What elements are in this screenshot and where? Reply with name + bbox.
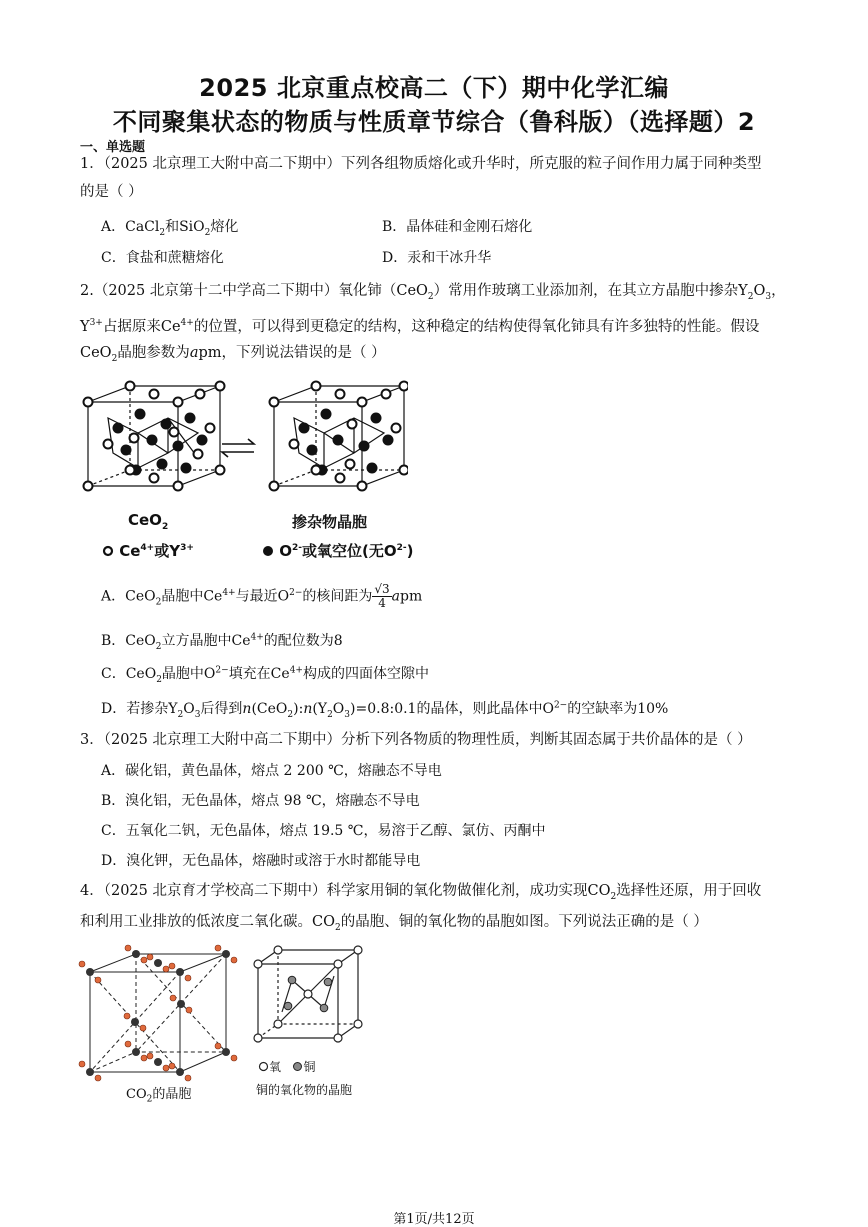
q1-stem-line2: 的是（ ） bbox=[80, 184, 143, 200]
copper-oxide-cell-figure bbox=[252, 944, 364, 1044]
section-heading: 一、单选题 bbox=[80, 140, 146, 155]
q1-option-a[interactable]: A．CaCl$_2$和SiO$_2$熔化 bbox=[101, 219, 239, 238]
q3-option-a[interactable]: A．碳化铝，黄色晶体，熔点 2 200 ℃，熔融态不导电 bbox=[101, 763, 442, 779]
doped-cell-caption: 掺杂物晶胞 bbox=[292, 513, 368, 531]
q3-stem: 3．（2025 北京理工大附中高二下期中）分析下列各物质的物理性质，判断其固态属于共价晶体的是（ ） bbox=[80, 732, 752, 748]
q3-option-b[interactable]: B．溴化铝，无色晶体，熔点 98 ℃，熔融态不导电 bbox=[101, 793, 420, 809]
ceo2-cell-caption: CeO$_2$ bbox=[128, 511, 169, 532]
copper-oxide-cell-caption: 铜的氧化物的晶胞 bbox=[256, 1083, 353, 1097]
q3-option-d[interactable]: D．溴化钾，无色晶体，熔融时或溶于水时都能导电 bbox=[101, 853, 421, 869]
q1-option-b[interactable]: B．晶体硅和金刚石熔化 bbox=[382, 219, 533, 235]
q3-option-c[interactable]: C．五氧化二钒，无色晶体，熔点 19.5 ℃，易溶于乙醇、氯仿、丙酮中 bbox=[101, 823, 546, 839]
co2-cell-caption: $CO_2$的晶胞 bbox=[126, 1087, 192, 1105]
q2-stem-line3: CeO$_2$晶胞参数为apm，下列说法错误的是（ ） bbox=[80, 345, 386, 364]
legend-cation: $Ce^{4+}$或$Y^{3+}$ bbox=[102, 540, 194, 561]
gray-circle-icon bbox=[292, 1061, 303, 1072]
q2-stem-line2: $Y^{3+}$占据原来$Ce^{4+}$的位置，可以得到更稳定的结构，这种稳定的结构使得氧化铈具有许多独特的性能。假设 bbox=[80, 318, 760, 335]
page-footer: 第1页/共12页 bbox=[393, 1212, 475, 1227]
page-title: 2025 北京重点校高二（下）期中化学汇编 bbox=[199, 74, 669, 102]
black-circle-icon bbox=[262, 545, 274, 557]
legend-anion: $O^{2-}$或氧空位(无$O^{2-}$) bbox=[262, 540, 413, 561]
q4-stem-line2: 和利用工业排放的低浓度二氧化碳。$CO_2$的晶胞、铜的氧化物的晶胞如图。下列说法正确的是（ ） bbox=[80, 914, 708, 933]
q2-option-d[interactable]: D．若掺杂$Y_2O_3$后得到$n(CeO_2):n(Y_2O_3)=0.8:0.1$的晶体，则此晶体中$O^{2-}$的空缺率为10% bbox=[101, 700, 669, 720]
q1-option-d[interactable]: D．汞和干冰升华 bbox=[382, 250, 492, 266]
q2-option-a[interactable]: A．CeO$_2$晶胞中$Ce^{4+}$与最近$O^{2-}$的核间距为 $\frac{√3}{4}$ apm bbox=[101, 582, 423, 610]
page-subtitle: 不同聚集状态的物质与性质章节综合（鲁科版）（选择题）2 bbox=[112, 108, 756, 136]
ceo2-crystal-figure bbox=[78, 378, 408, 510]
fraction-sqrt3-over-4: $\frac{√3}{4}$ bbox=[374, 582, 390, 610]
q1-stem-line1: 1．（2025 北京理工大附中高二下期中）下列各组物质熔化或升华时，所克服的粒子间作用力属于同种类型 bbox=[80, 156, 762, 172]
q2-option-c[interactable]: C．CeO$_2$晶胞中$O^{2-}$填充在$Ce^{4+}$构成的四面体空隙中 bbox=[101, 665, 429, 685]
q4-stem-line1: 4．（2025 北京育才学校高二下期中）科学家用铜的氧化物做催化剂，成功实现$CO_2$选择性还原，用于回收 bbox=[80, 883, 762, 902]
white-circle-icon bbox=[102, 545, 114, 557]
q2-stem-line1: 2.（2025 北京第十二中学高二下期中）氧化铈（CeO$_2$）常用作玻璃工业添加剂，在其立方晶胞中掺杂$Y_2O_3$， bbox=[80, 283, 786, 302]
q1-option-c[interactable]: C．食盐和蔗糖熔化 bbox=[101, 250, 224, 266]
co2-cell-figure bbox=[76, 944, 246, 1084]
white-circle-icon bbox=[258, 1061, 269, 1072]
q2-option-b[interactable]: B．CeO$_2$立方晶胞中$Ce^{4+}$的配位数为8 bbox=[101, 632, 343, 652]
copper-oxide-legend: 氧 铜 bbox=[258, 1058, 315, 1075]
